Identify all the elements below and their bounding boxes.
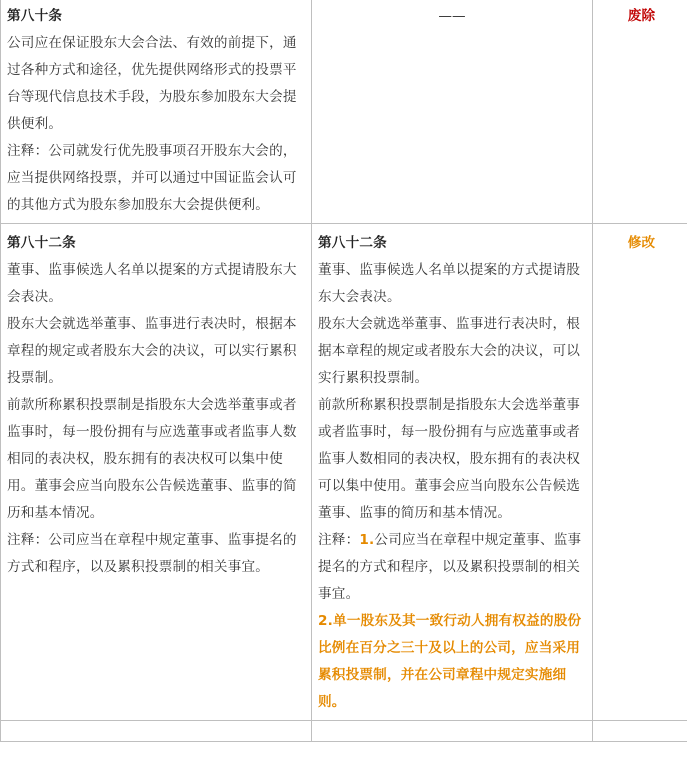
added-provision: 2.单一股东及其一致行动人拥有权益的股份比例在百分之三十及以上的公司，应当采用累积投票制，并在公司章程中规定实施细则。: [318, 613, 582, 710]
empty-cell: [593, 721, 687, 742]
change-status-cell: [593, 224, 687, 721]
revised-article-cell: [312, 224, 593, 721]
note-prefix: 注释：: [318, 532, 360, 548]
table-row: [1, 0, 687, 224]
table-row: [1, 721, 687, 742]
article-text: 公司应在保证股东大会合法、有效的前提下，通过各种方式和途径，优先提供网络形式的投票平台等现代信息技术手段，为股东参加股东大会提供便利。: [7, 35, 297, 132]
article-paragraph: 股东大会就选举董事、监事进行表决时，根据本章程的规定或者股东大会的决议，可以实行累积投票制。: [318, 316, 581, 386]
article-paragraph: 董事、监事候选人名单以提案的方式提请股东大会表决。: [7, 262, 297, 305]
empty-cell: [1, 721, 312, 742]
empty-dash: ——: [438, 8, 466, 24]
status-modified-badge: 修改: [627, 235, 656, 251]
article-title: 第八十二条: [7, 235, 76, 251]
article-paragraph: 前款所称累积投票制是指股东大会选举董事或者监事时，每一股份拥有与应选董事或者监事人数相同的表决权，股东拥有的表决权可以集中使用。董事会应当向股东公告候选董事、监事的简历和基本情况。: [318, 397, 581, 521]
note-body: 公司应当在章程中规定董事、监事提名的方式和程序，以及累积投票制的相关事宜。: [318, 532, 582, 602]
revised-article-cell: [312, 0, 593, 224]
article-note: 注释：公司应当在章程中规定董事、监事提名的方式和程序，以及累积投票制的相关事宜。: [7, 532, 297, 575]
note-number: 1.: [359, 532, 375, 548]
original-article-cell: [1, 224, 312, 721]
article-paragraph: 董事、监事候选人名单以提案的方式提请股东大会表决。: [318, 262, 581, 305]
article-paragraph: 股东大会就选举董事、监事进行表决时，根据本章程的规定或者股东大会的决议，可以实行累积投票制。: [7, 316, 297, 386]
article-paragraph: 前款所称累积投票制是指股东大会选举董事或者监事时，每一股份拥有与应选董事或者监事人数相同的表决权，股东拥有的表决权可以集中使用。董事会应当向股东公告候选董事、监事的简历和基本情况。: [7, 397, 297, 521]
original-article-cell: [1, 0, 312, 224]
article-title: 第八十二条: [318, 235, 387, 251]
article-title: 第八十条: [7, 8, 63, 24]
article-note: [318, 527, 586, 608]
table-row: [1, 224, 687, 721]
change-status-cell: [593, 0, 687, 224]
article-note: 注释：公司就发行优先股事项召开股东大会的，应当提供网络投票，并可以通过中国证监会认可的其他方式为股东参加股东大会提供便利。: [7, 143, 297, 213]
status-removed-badge: 废除: [627, 8, 656, 24]
empty-cell: [312, 721, 593, 742]
